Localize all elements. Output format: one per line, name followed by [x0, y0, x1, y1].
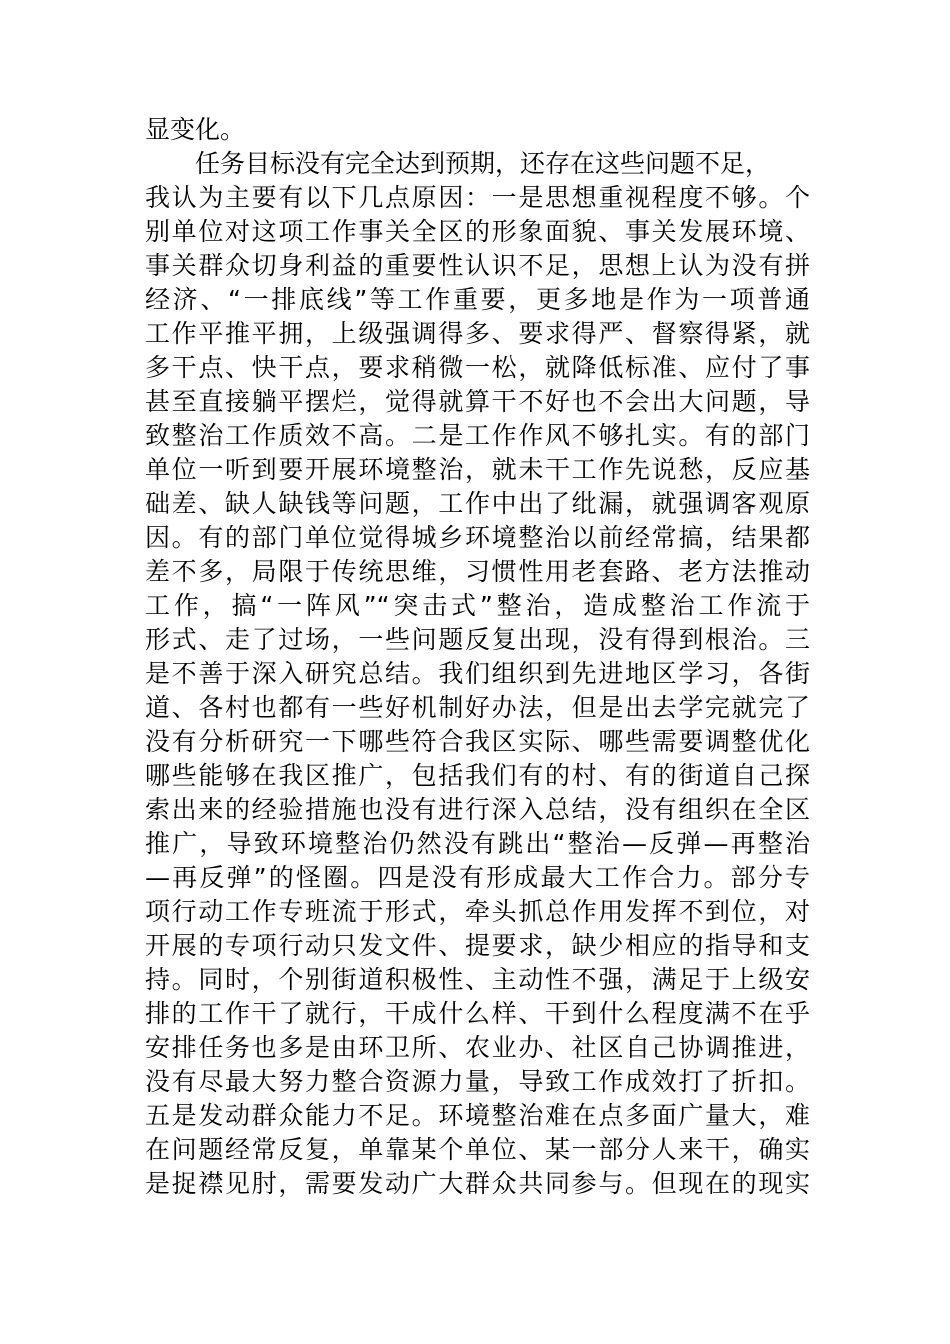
body-text [145, 113, 810, 1201]
text-line: 任务目标没有完全达到预期，还存在这些问题不足， [195, 149, 771, 178]
text-line: 哪些能够在我区推广，包括我们有的村、有的街道自己探 [145, 761, 810, 790]
text-line: 在问题经常反复，单靠某个单位、某一部分人来干，确实 [145, 1135, 810, 1164]
text-line: 没有分析研究一下哪些符合我区实际、哪些需要调整优化 [145, 727, 810, 756]
text-line: 没有尽最大努力整合资源力量，导致工作成效打了折扣。 [145, 1067, 810, 1096]
text-line: 工作，搞“一阵风”“突击式”整治，造成整治工作流于 [145, 591, 810, 620]
text-line: 单位一听到要开展环境整治，就未干工作先说愁，反应基 [145, 455, 810, 484]
text-line: 是捉襟见肘，需要发动广大群众共同参与。但现在的现实 [145, 1169, 810, 1198]
text-line: 工作平推平拥，上级强调得多、要求得严、督察得紧，就 [145, 319, 810, 348]
text-line: 项行动工作专班流于形式，牵头抓总作用发挥不到位，对 [145, 897, 810, 926]
text-line: 础差、缺人缺钱等问题，工作中出了纰漏，就强调客观原 [145, 489, 810, 518]
text-line: 五是发动群众能力不足。环境整治难在点多面广量大，难 [145, 1101, 810, 1130]
text-line: 安排任务也多是由环卫所、农业办、社区自己协调推进， [145, 1033, 810, 1062]
text-line: 是不善于深入研究总结。我们组织到先进地区学习，各街 [145, 659, 810, 688]
text-line: 甚至直接躺平摆烂，觉得就算干不好也不会出大问题，导 [145, 387, 810, 416]
text-line: 致整治工作质效不高。二是工作作风不够扎实。有的部门 [145, 421, 810, 450]
text-line: 别单位对这项工作事关全区的形象面貌、事关发展环境、 [145, 217, 810, 246]
text-line: 事关群众切身利益的重要性认识不足，思想上认为没有拼 [145, 251, 810, 280]
text-line: 多干点、快干点，要求稍微一松，就降低标准、应付了事 [145, 353, 810, 382]
text-line: 开展的专项行动只发文件、提要求，缺少相应的指导和支 [145, 931, 810, 960]
text-line: 显变化。 [145, 115, 246, 144]
text-line: 推广，导致环境整治仍然没有跳出“整治—反弹—再整治 [145, 829, 810, 858]
text-line: 经济、“一排底线”等工作重要，更多地是作为一项普通 [145, 285, 810, 314]
text-line: 我认为主要有以下几点原因：一是思想重视程度不够。个 [145, 183, 810, 212]
text-line: 形式、走了过场，一些问题反复出现，没有得到根治。三 [145, 625, 810, 654]
text-line: 排的工作干了就行，干成什么样、干到什么程度满不在乎 [145, 999, 810, 1028]
text-line: 因。有的部门单位觉得城乡环境整治以前经常搞，结果都 [145, 523, 810, 552]
text-line: 道、各村也都有一些好机制好办法，但是出去学完就完了 [145, 693, 810, 722]
text-line: 索出来的经验措施也没有进行深入总结，没有组织在全区 [145, 795, 810, 824]
text-line: 持。同时，个别街道积极性、主动性不强，满足于上级安 [145, 965, 810, 994]
text-line: 差不多，局限于传统思维，习惯性用老套路、老方法推动 [145, 557, 810, 586]
text-line: —再反弹”的怪圈。四是没有形成最大工作合力。部分专 [145, 863, 810, 892]
